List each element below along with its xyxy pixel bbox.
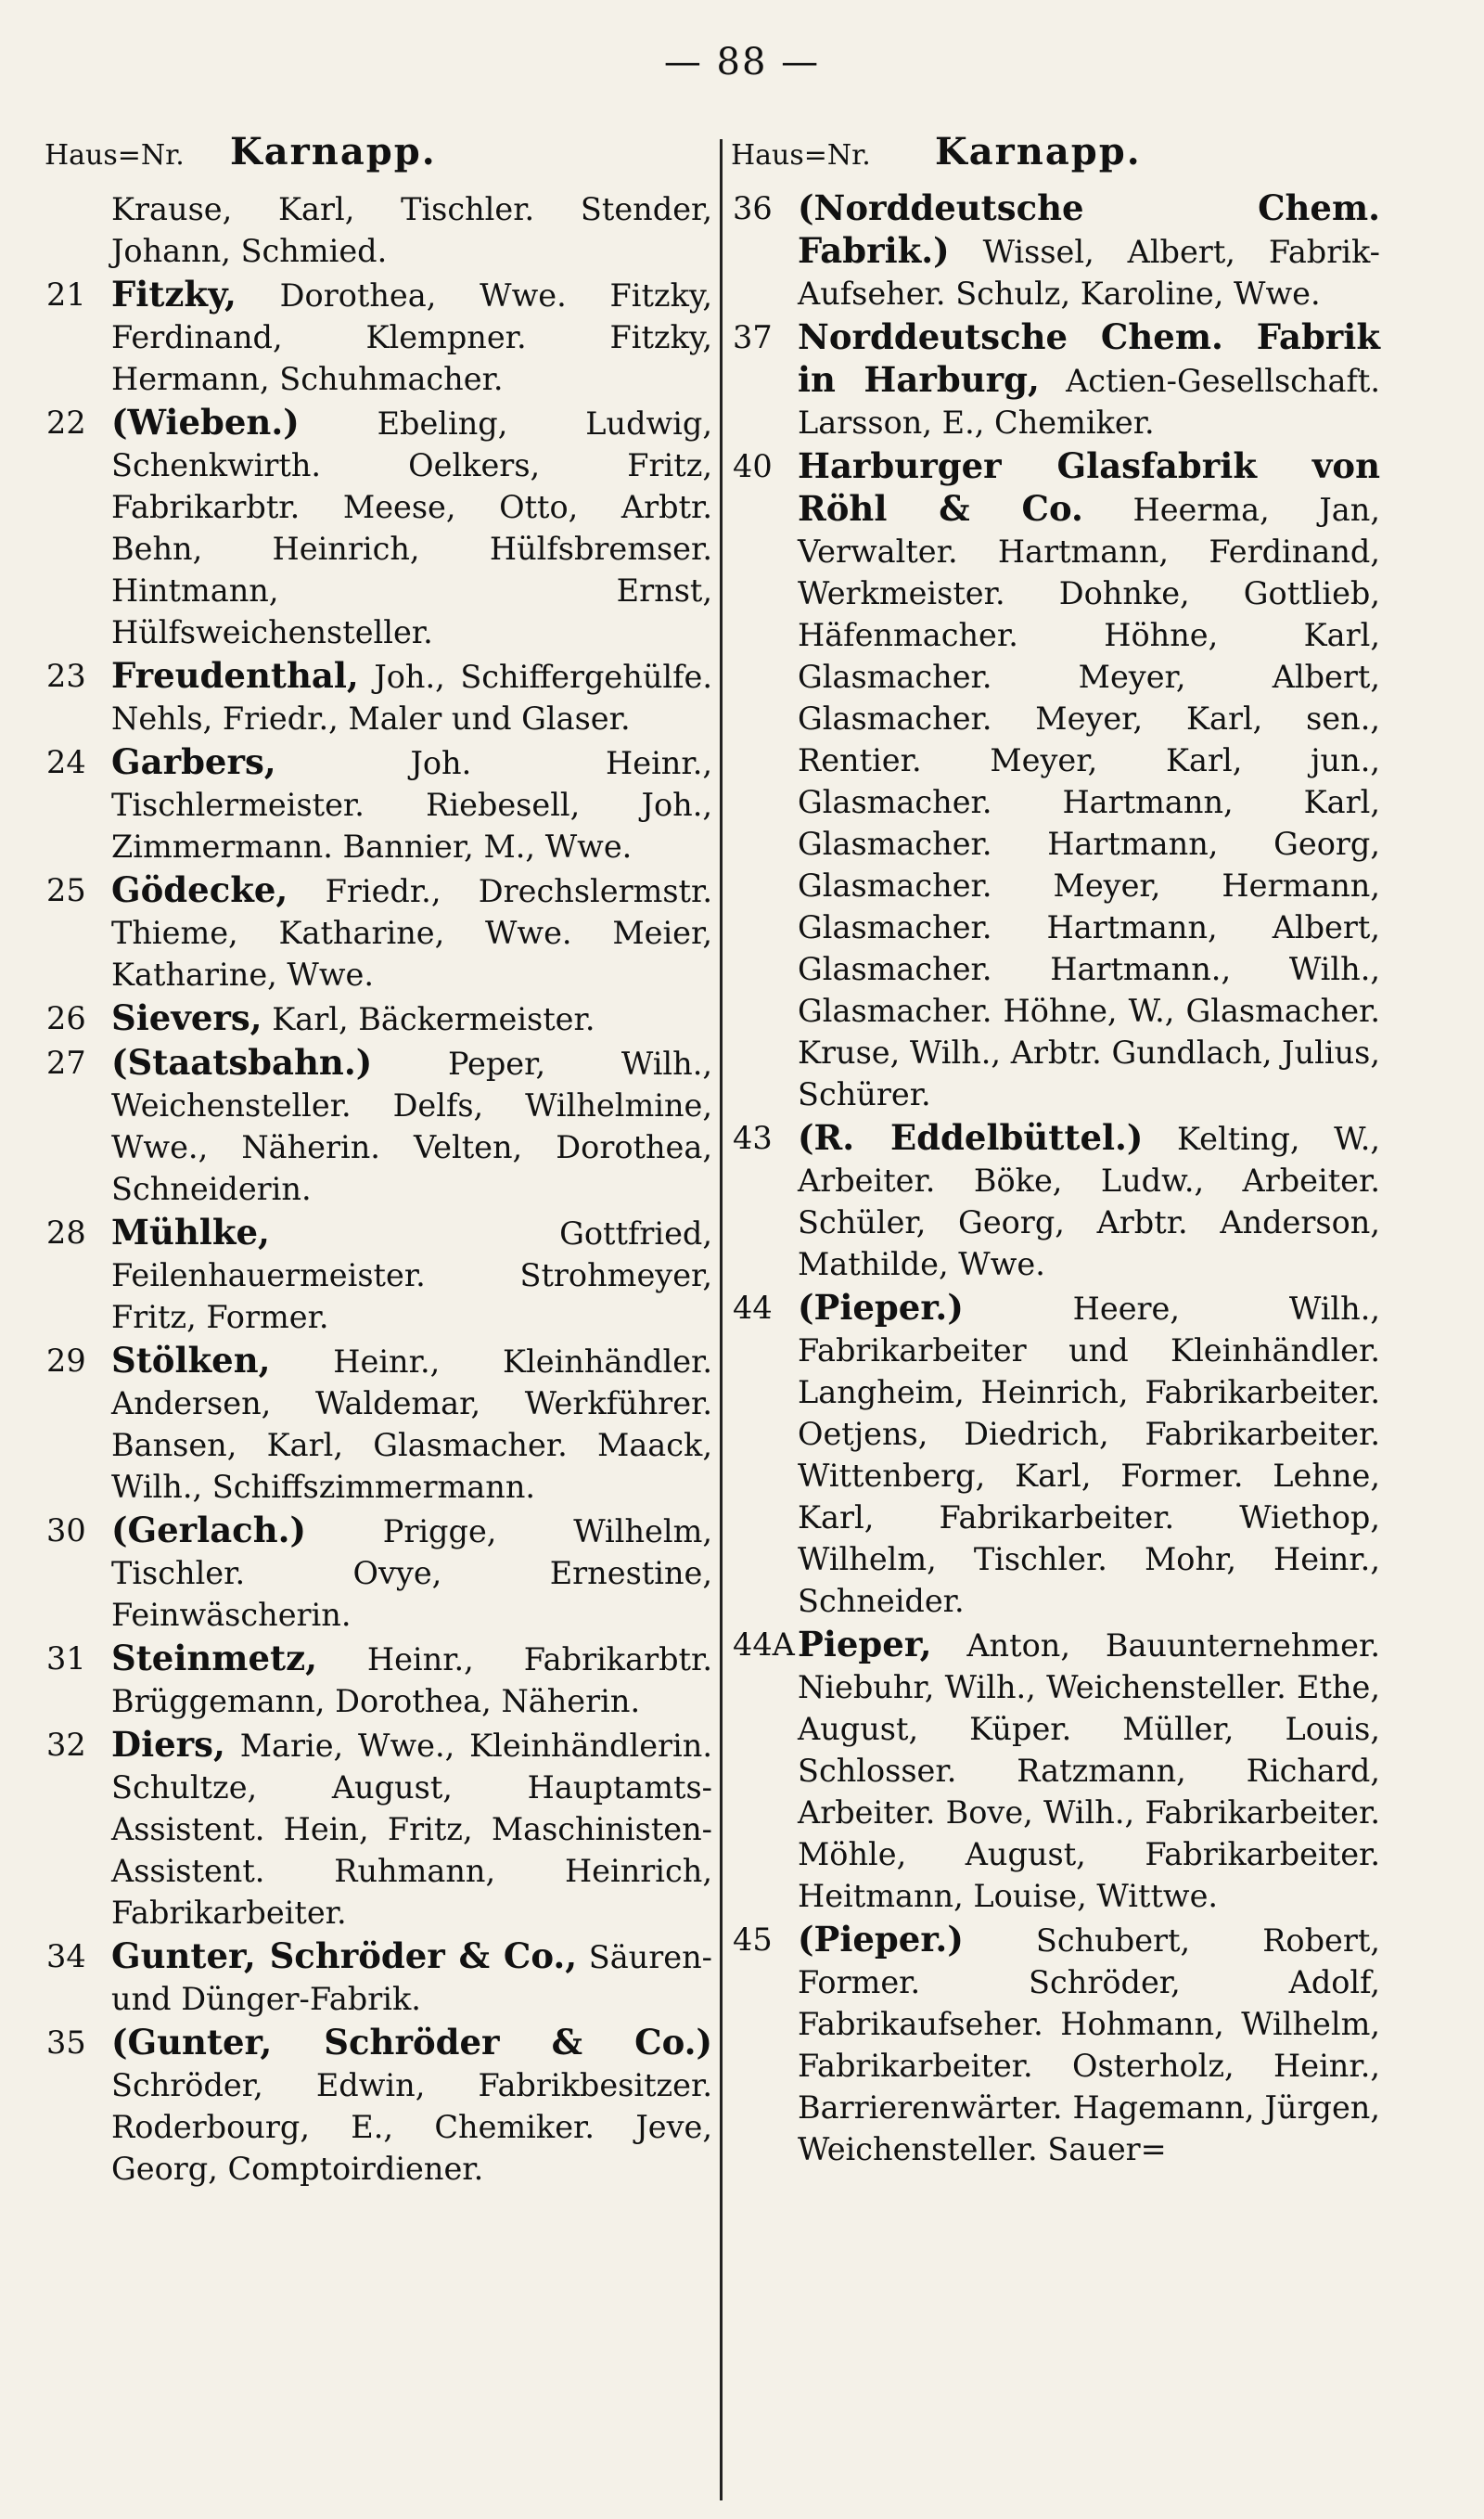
residents-text: Joh., Schiffergehülfe. Nehls, Friedr., Maler und Glaser. xyxy=(111,659,712,737)
owner-name: (Gunter, Schröder & Co.) xyxy=(111,2022,712,2063)
directory-entry xyxy=(731,316,1380,443)
directory-entry xyxy=(45,1212,712,1338)
directory-entry xyxy=(45,187,712,272)
entry-text xyxy=(111,1212,712,1338)
directory-entry xyxy=(45,1724,712,1934)
residents-text: Heerma, Jan, Verwalter. Hartmann, Ferdinand, Werkmeister. Dohnke, Gottlieb, Häfenmacher. Höhne, Karl, Glasmacher. Meyer, Albert, Glasmacher. Meyer, Karl, sen., Rentier. Meyer, Karl, jun., Glasmacher. Hartmann, Karl, Glasmacher. Hartmann, Georg, Glasmacher. Meyer, Hermann, Glasmacher. Hartmann, Albert, Glasmacher. Hartmann., Wilh., Glasmacher. Höhne, W., Glasmacher. Kruse, Wilh., Arbtr. Gundlach, Julius, Schürer. xyxy=(798,492,1380,1112)
column-left xyxy=(45,130,712,2191)
residents-text: Säuren- und Dünger-Fabrik. xyxy=(111,1939,712,2017)
column-header xyxy=(731,130,1380,178)
entry-text xyxy=(111,187,712,272)
directory-entry xyxy=(45,869,712,996)
column-right xyxy=(731,130,1380,2172)
entry-text xyxy=(798,1117,1380,1285)
residents-text: Prigge, Wilhelm, Tischler. Ovye, Ernestine, Feinwäscherin. xyxy=(111,1513,712,1633)
directory-entry xyxy=(45,1042,712,1210)
entry-text xyxy=(798,1287,1380,1622)
residents-text: Wissel, Albert, Fabrik-Aufseher. Schulz, Karoline, Wwe. xyxy=(798,234,1380,312)
residents-text: Dorothea, Wwe. Fitzky, Ferdinand, Klempner. Fitzky, Hermann, Schuhmacher. xyxy=(111,277,712,397)
entry-text xyxy=(111,655,712,739)
house-number: 25 xyxy=(46,872,86,908)
owner-name: (Staatsbahn.) xyxy=(111,1042,373,1083)
residents-text: Schröder, Edwin, Fabrikbesitzer. Roderbourg, E., Chemiker. Jeve, Georg, Comptoirdiener. xyxy=(111,2067,712,2187)
residents-text: Schubert, Robert, Former. Schröder, Adolf, Fabrikaufseher. Hohmann, Wilhelm, Fabrikarbeiter. Osterholz, Heinr., Barrierenwärter. Hagemann, Jürgen, Weichensteller. Sauer= xyxy=(798,1922,1380,2167)
house-number: 44 xyxy=(733,1290,773,1326)
directory-entry xyxy=(45,997,712,1040)
entry-text xyxy=(798,445,1380,1115)
house-number: 30 xyxy=(46,1512,86,1549)
directory-entry xyxy=(45,741,712,868)
directory-entry xyxy=(45,1340,712,1508)
owner-name: (Norddeutsche Chem. Fabrik.) xyxy=(798,187,1380,271)
entry-text xyxy=(111,274,712,400)
house-number: 43 xyxy=(733,1120,773,1156)
owner-name: Freudenthal, xyxy=(111,655,359,696)
residents-text: Heere, Wilh., Fabrikarbeiter und Kleinhändler. Langheim, Heinrich, Fabrikarbeiter. Oetjens, Diedrich, Fabrikarbeiter. Wittenberg, Karl, Former. Lehne, Karl, Fabrikarbeiter. Wiethop, Wilhelm, Tischler. Mohr, Heinr., Schneider. xyxy=(798,1291,1380,1619)
residents-text: Karl, Bäckermeister. xyxy=(262,1001,595,1037)
entry-text xyxy=(111,402,712,653)
owner-name: (Gerlach.) xyxy=(111,1510,306,1550)
house-number: 36 xyxy=(733,190,773,226)
house-number: 27 xyxy=(46,1045,86,1081)
owner-name: Gunter, Schröder & Co., xyxy=(111,1935,578,1976)
directory-entry xyxy=(45,1510,712,1636)
entry-text xyxy=(111,2022,712,2190)
house-number xyxy=(45,187,111,272)
owner-name: Garbers, xyxy=(111,741,276,782)
owner-name: Fitzky, xyxy=(111,274,237,315)
residents-text: Anton, Bauunternehmer. Niebuhr, Wilh., Weichensteller. Ethe, August, Küper. Müller, Louis, Schlosser. Ratzmann, Richard, Arbeiter. Bove, Wilh., Fabrikarbeiter. Möhle, August, Fabrikarbeiter. Heitmann, Louise, Wittwe. xyxy=(798,1627,1380,1914)
directory-entry xyxy=(731,1117,1380,1285)
residents-text: Heinr., Fabrikarbtr. Brüggemann, Dorothea, Näherin. xyxy=(111,1641,712,1719)
residents-text: Kelting, W., Arbeiter. Böke, Ludw., Arbeiter. Schüler, Georg, Arbtr. Anderson, Mathilde, Wwe. xyxy=(798,1121,1380,1282)
directory-entry xyxy=(45,1935,712,2020)
owner-name: Mühlke, xyxy=(111,1212,270,1253)
house-number: 44A xyxy=(733,1626,795,1663)
house-number: 23 xyxy=(46,658,86,694)
directory-entry xyxy=(731,1624,1380,1917)
owner-name: (R. Eddelbüttel.) xyxy=(798,1117,1144,1158)
column-divider xyxy=(720,139,723,2500)
directory-entry xyxy=(45,2022,712,2190)
house-number: 31 xyxy=(46,1640,86,1677)
street-name: Karnapp. xyxy=(230,130,437,174)
house-number: 28 xyxy=(46,1215,86,1251)
page-number: — 88 — xyxy=(663,41,821,84)
entry-list xyxy=(45,187,712,2190)
entry-text xyxy=(798,187,1380,315)
entry-text xyxy=(111,1935,712,2020)
entry-text xyxy=(798,316,1380,443)
residents-text: Gottfried, Feilenhauermeister. Strohmeyer, Fritz, Former. xyxy=(111,1215,712,1335)
owner-name: Stölken, xyxy=(111,1340,271,1381)
residents-text: Heinr., Kleinhändler. Andersen, Waldemar, Werkführer. Bansen, Karl, Glasmacher. Maack, Wilh., Schiffszimmermann. xyxy=(111,1343,712,1505)
house-number: 21 xyxy=(46,276,86,313)
directory-entry xyxy=(731,1287,1380,1622)
house-number-label: Haus=Nr. xyxy=(45,139,185,172)
directory-entry xyxy=(731,445,1380,1115)
entry-text xyxy=(111,1724,712,1934)
owner-name: Norddeutsche Chem. Fabrik in Harburg, xyxy=(798,316,1380,400)
owner-name: Harburger Glasfabrik von Röhl & Co. xyxy=(798,445,1380,529)
entry-text xyxy=(111,997,712,1040)
house-number: 29 xyxy=(46,1343,86,1379)
entry-text xyxy=(798,1919,1380,2170)
house-number: 24 xyxy=(46,744,86,780)
entry-text xyxy=(111,1340,712,1508)
house-number: 37 xyxy=(733,319,773,355)
residents-text: Actien-Gesellschaft. Larsson, E., Chemiker. xyxy=(798,363,1380,441)
house-number: 35 xyxy=(46,2024,86,2061)
directory-entry xyxy=(731,1919,1380,2170)
house-number: 34 xyxy=(46,1938,86,1974)
entry-text xyxy=(111,1638,712,1722)
directory-entry xyxy=(45,402,712,653)
directory-entry xyxy=(731,187,1380,315)
owner-name: Gödecke, xyxy=(111,869,288,910)
entry-text xyxy=(111,1042,712,1210)
residents-text: Peper, Wilh., Weichensteller. Delfs, Wilhelmine, Wwe., Näherin. Velten, Dorothea, Schneiderin. xyxy=(111,1046,712,1207)
owner-name: Diers, xyxy=(111,1724,225,1765)
owner-name: Pieper, xyxy=(798,1624,932,1664)
residents-text: Krause, Karl, Tischler. Stender, Johann, Schmied. xyxy=(111,191,712,269)
owner-name: Sievers, xyxy=(111,997,262,1038)
house-number: 32 xyxy=(46,1727,86,1763)
directory-entry xyxy=(45,274,712,400)
residents-text: Marie, Wwe., Kleinhändlerin. Schultze, August, Hauptamts-Assistent. Hein, Fritz, Maschinisten-Assistent. Ruhmann, Heinrich, Fabrikarbeiter. xyxy=(111,1728,712,1931)
house-number: 26 xyxy=(46,1000,86,1036)
entry-list xyxy=(731,187,1380,2170)
entry-text xyxy=(111,1510,712,1636)
house-number: 45 xyxy=(733,1921,773,1958)
owner-name: (Pieper.) xyxy=(798,1287,964,1328)
owner-name: (Pieper.) xyxy=(798,1919,964,1960)
house-number-label: Haus=Nr. xyxy=(731,139,871,172)
residents-text: Ebeling, Ludwig, Schenkwirth. Oelkers, Fritz, Fabrikarbtr. Meese, Otto, Arbtr. Behn, Heinrich, Hülfsbremser. Hintmann, Ernst, Hülfsweichensteller. xyxy=(111,405,712,650)
owner-name: Steinmetz, xyxy=(111,1638,317,1678)
owner-name: (Wieben.) xyxy=(111,402,300,443)
residents-text: Joh. Heinr., Tischlermeister. Riebesell, Joh., Zimmermann. Bannier, M., Wwe. xyxy=(111,745,712,865)
directory-entry xyxy=(45,655,712,739)
directory-entry xyxy=(45,1638,712,1722)
house-number: 40 xyxy=(733,448,773,484)
entry-text xyxy=(111,869,712,996)
street-name: Karnapp. xyxy=(935,130,1142,174)
column-header xyxy=(45,130,712,178)
entry-text xyxy=(111,741,712,868)
house-number: 22 xyxy=(46,405,86,441)
residents-text: Friedr., Drechslermstr. Thieme, Katharine, Wwe. Meier, Katharine, Wwe. xyxy=(111,873,712,993)
entry-text xyxy=(798,1624,1380,1917)
